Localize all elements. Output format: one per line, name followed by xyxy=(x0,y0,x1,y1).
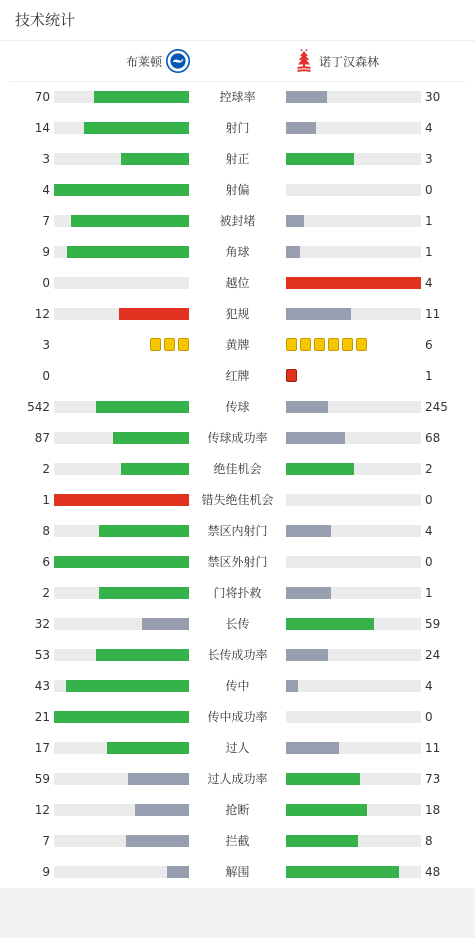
stat-row xyxy=(0,87,475,107)
home-team-header xyxy=(126,50,190,72)
away-stat-bar xyxy=(286,215,421,227)
stat-row xyxy=(0,335,475,355)
away-stat-bar xyxy=(286,835,421,847)
home-stat-bar xyxy=(54,308,189,320)
stat-row xyxy=(0,490,475,510)
away-stat-value: 18 xyxy=(425,803,441,817)
home-stat-bar xyxy=(54,680,189,692)
home-stat-bar xyxy=(54,618,189,630)
home-stat-bar-fill xyxy=(99,525,189,537)
home-stat-bar xyxy=(54,587,189,599)
away-stat-value: 4 xyxy=(425,679,433,693)
home-stat-value: 9 xyxy=(42,245,50,259)
nottingham-forest-crest-icon xyxy=(295,49,313,73)
away-stat-value: 0 xyxy=(425,555,433,569)
stat-row xyxy=(0,366,475,386)
yellow-card-icon xyxy=(178,338,189,351)
stat-row xyxy=(0,149,475,169)
away-yellow-cards xyxy=(286,338,367,352)
home-stat-bar xyxy=(54,432,189,444)
home-stat-value: 12 xyxy=(34,307,50,321)
away-stat-bar-fill xyxy=(286,525,331,537)
stat-label: 传中成功率 xyxy=(207,710,268,724)
away-stat-bar-fill xyxy=(286,680,298,692)
stat-row xyxy=(0,676,475,696)
away-stat-bar-fill xyxy=(286,277,421,289)
stat-row xyxy=(0,583,475,603)
stat-label: 长传成功率 xyxy=(207,648,268,662)
home-stat-bar xyxy=(54,866,189,878)
stat-label: 控球率 xyxy=(219,90,256,104)
home-stat-bar xyxy=(54,742,189,754)
stat-row xyxy=(0,397,475,417)
home-yellow-cards xyxy=(150,338,189,352)
away-stat-bar xyxy=(286,308,421,320)
home-stat-bar-fill xyxy=(66,680,189,692)
away-stat-value: 1 xyxy=(425,369,433,383)
home-stat-bar-fill xyxy=(84,122,189,134)
stat-label: 绝佳机会 xyxy=(213,462,262,476)
away-stat-bar xyxy=(286,401,421,413)
yellow-card-icon xyxy=(342,338,353,351)
home-stat-value: 4 xyxy=(42,183,50,197)
away-stat-value: 4 xyxy=(425,524,433,538)
stat-label: 解围 xyxy=(225,865,250,879)
stat-label: 传中 xyxy=(225,679,250,693)
home-stat-bar-fill xyxy=(113,432,189,444)
home-stat-bar xyxy=(54,835,189,847)
divider xyxy=(0,40,475,41)
away-stat-value: 68 xyxy=(425,431,441,445)
away-stat-value: 6 xyxy=(425,338,433,352)
home-stat-value: 70 xyxy=(34,90,50,104)
home-stat-bar-fill xyxy=(135,804,189,816)
away-team-header xyxy=(295,50,379,72)
home-stat-bar xyxy=(54,246,189,258)
home-stat-bar xyxy=(54,556,189,568)
home-stat-value: 21 xyxy=(34,710,50,724)
away-stat-value: 0 xyxy=(425,710,433,724)
away-stat-bar-fill xyxy=(286,835,358,847)
stat-row xyxy=(0,459,475,479)
home-stat-bar-fill xyxy=(54,184,189,196)
home-stat-value: 17 xyxy=(34,741,50,755)
home-stat-bar-fill xyxy=(54,494,189,506)
home-stat-value: 87 xyxy=(34,431,50,445)
away-stat-bar xyxy=(286,525,421,537)
stat-label: 黄牌 xyxy=(225,338,250,352)
stat-row xyxy=(0,862,475,882)
stat-label: 过人成功率 xyxy=(207,772,268,786)
away-stat-bar-fill xyxy=(286,432,345,444)
home-stat-value: 43 xyxy=(34,679,50,693)
away-stat-bar-fill xyxy=(286,91,327,103)
home-stat-bar-fill xyxy=(107,742,189,754)
stat-row xyxy=(0,180,475,200)
home-stat-bar xyxy=(54,277,189,289)
home-stat-value: 8 xyxy=(42,524,50,538)
stat-row xyxy=(0,242,475,262)
brighton-crest-icon xyxy=(166,49,190,73)
away-stat-bar-fill xyxy=(286,401,328,413)
away-stat-bar-fill xyxy=(286,773,360,785)
away-stat-bar xyxy=(286,866,421,878)
away-stat-bar xyxy=(286,804,421,816)
yellow-card-icon xyxy=(328,338,339,351)
yellow-card-icon xyxy=(314,338,325,351)
away-stat-value: 0 xyxy=(425,493,433,507)
away-stat-bar xyxy=(286,742,421,754)
home-stat-bar-fill xyxy=(99,587,189,599)
away-red-cards xyxy=(286,369,297,383)
away-stat-bar xyxy=(286,153,421,165)
away-stat-value: 24 xyxy=(425,648,441,662)
away-stat-bar xyxy=(286,463,421,475)
stat-label: 被封堵 xyxy=(219,214,256,228)
home-stat-bar-fill xyxy=(96,401,189,413)
away-stat-bar xyxy=(286,246,421,258)
away-stat-bar-fill xyxy=(286,246,300,258)
stat-row xyxy=(0,521,475,541)
yellow-card-icon xyxy=(300,338,311,351)
stat-label: 角球 xyxy=(225,245,250,259)
stat-label: 射偏 xyxy=(225,183,250,197)
home-stat-bar-fill xyxy=(121,463,189,475)
stat-label: 拦截 xyxy=(225,834,250,848)
away-stat-value: 59 xyxy=(425,617,441,631)
yellow-card-icon xyxy=(286,338,297,351)
away-stat-bar xyxy=(286,649,421,661)
away-stat-value: 4 xyxy=(425,121,433,135)
home-stat-bar-fill xyxy=(142,618,189,630)
away-stat-value: 245 xyxy=(425,400,448,414)
away-stat-bar xyxy=(286,494,421,506)
away-stat-value: 1 xyxy=(425,214,433,228)
page-title: 技术统计 xyxy=(15,11,76,29)
home-stat-bar xyxy=(54,773,189,785)
home-stat-bar-fill xyxy=(119,308,189,320)
home-stat-bar-fill xyxy=(54,556,189,568)
away-stat-bar xyxy=(286,556,421,568)
stat-label: 射正 xyxy=(225,152,250,166)
home-stat-bar-fill xyxy=(94,91,189,103)
home-stat-bar-fill xyxy=(167,866,189,878)
home-stat-bar xyxy=(54,122,189,134)
stat-label: 犯规 xyxy=(225,307,250,321)
home-stat-bar xyxy=(54,184,189,196)
yellow-card-icon xyxy=(150,338,161,351)
away-stat-bar-fill xyxy=(286,804,367,816)
away-stat-value: 30 xyxy=(425,90,441,104)
home-stat-bar-fill xyxy=(71,215,189,227)
stat-label: 长传 xyxy=(225,617,250,631)
stat-row xyxy=(0,211,475,231)
stat-row xyxy=(0,273,475,293)
away-stat-value: 1 xyxy=(425,586,433,600)
red-card-icon xyxy=(286,369,297,382)
stat-row xyxy=(0,800,475,820)
home-stat-bar-fill xyxy=(121,153,189,165)
home-stat-bar-fill xyxy=(96,649,189,661)
away-stat-bar xyxy=(286,680,421,692)
home-stat-bar xyxy=(54,215,189,227)
home-stat-value: 6 xyxy=(42,555,50,569)
away-stat-bar-fill xyxy=(286,215,304,227)
stat-label: 越位 xyxy=(225,276,250,290)
home-stat-value: 12 xyxy=(34,803,50,817)
away-stat-value: 3 xyxy=(425,152,433,166)
away-stat-bar xyxy=(286,91,421,103)
stat-label: 禁区内射门 xyxy=(207,524,268,538)
away-stat-bar xyxy=(286,432,421,444)
away-stat-bar-fill xyxy=(286,649,328,661)
home-stat-bar xyxy=(54,525,189,537)
away-stat-bar-fill xyxy=(286,618,374,630)
stat-row xyxy=(0,831,475,851)
away-stat-bar-fill xyxy=(286,153,354,165)
stat-label: 错失绝佳机会 xyxy=(201,493,274,507)
away-stat-bar xyxy=(286,618,421,630)
away-stat-value: 11 xyxy=(425,307,441,321)
home-stat-value: 0 xyxy=(42,369,50,383)
away-stat-value: 73 xyxy=(425,772,441,786)
home-stat-value: 3 xyxy=(42,338,50,352)
away-stat-bar-fill xyxy=(286,866,399,878)
divider xyxy=(10,81,465,82)
away-stat-bar-fill xyxy=(286,308,351,320)
home-stat-bar xyxy=(54,153,189,165)
home-stat-value: 59 xyxy=(34,772,50,786)
away-stat-bar-fill xyxy=(286,463,354,475)
home-stat-value: 7 xyxy=(42,214,50,228)
home-stat-value: 53 xyxy=(34,648,50,662)
away-stat-value: 4 xyxy=(425,276,433,290)
home-stat-value: 32 xyxy=(34,617,50,631)
away-stat-bar xyxy=(286,587,421,599)
home-stat-value: 7 xyxy=(42,834,50,848)
home-stat-bar xyxy=(54,463,189,475)
away-stat-value: 48 xyxy=(425,865,441,879)
home-stat-bar xyxy=(54,711,189,723)
home-stat-bar-fill xyxy=(67,246,189,258)
stat-label: 射门 xyxy=(225,121,250,135)
away-stat-value: 0 xyxy=(425,183,433,197)
away-team-name: 诺丁汉森林 xyxy=(319,54,380,69)
home-stat-bar xyxy=(54,804,189,816)
away-stat-bar-fill xyxy=(286,122,316,134)
away-stat-bar xyxy=(286,277,421,289)
home-stat-value: 1 xyxy=(42,493,50,507)
stat-row xyxy=(0,304,475,324)
home-stat-value: 0 xyxy=(42,276,50,290)
home-stat-value: 2 xyxy=(42,586,50,600)
home-team-name: 布莱顿 xyxy=(125,54,162,69)
stat-row xyxy=(0,769,475,789)
away-stat-bar xyxy=(286,711,421,723)
away-stat-bar-fill xyxy=(286,587,331,599)
away-stat-value: 8 xyxy=(425,834,433,848)
stat-row xyxy=(0,738,475,758)
home-stat-value: 542 xyxy=(27,400,50,414)
stat-label: 红牌 xyxy=(225,369,250,383)
home-stat-bar xyxy=(54,91,189,103)
home-stat-bar-fill xyxy=(126,835,189,847)
away-stat-bar xyxy=(286,184,421,196)
stat-label: 传球 xyxy=(225,400,250,414)
stat-label: 门将扑救 xyxy=(213,586,262,600)
stat-label: 抢断 xyxy=(225,803,250,817)
yellow-card-icon xyxy=(164,338,175,351)
yellow-card-icon xyxy=(356,338,367,351)
home-stat-bar xyxy=(54,649,189,661)
away-stat-bar xyxy=(286,773,421,785)
home-stat-bar xyxy=(54,401,189,413)
away-stat-bar-fill xyxy=(286,742,339,754)
stat-row xyxy=(0,707,475,727)
home-stat-value: 9 xyxy=(42,865,50,879)
stat-row xyxy=(0,118,475,138)
away-stat-value: 1 xyxy=(425,245,433,259)
home-stat-bar-fill xyxy=(128,773,189,785)
away-stat-value: 11 xyxy=(425,741,441,755)
stat-label: 禁区外射门 xyxy=(207,555,268,569)
away-stat-bar xyxy=(286,122,421,134)
home-stat-bar-fill xyxy=(54,711,189,723)
stat-row xyxy=(0,552,475,572)
away-stat-value: 2 xyxy=(425,462,433,476)
home-stat-bar xyxy=(54,494,189,506)
stat-row xyxy=(0,614,475,634)
home-stat-value: 3 xyxy=(42,152,50,166)
stat-label: 传球成功率 xyxy=(207,431,268,445)
stat-label: 过人 xyxy=(225,741,250,755)
home-stat-value: 2 xyxy=(42,462,50,476)
home-stat-value: 14 xyxy=(34,121,50,135)
stat-row xyxy=(0,645,475,665)
stat-row xyxy=(0,428,475,448)
